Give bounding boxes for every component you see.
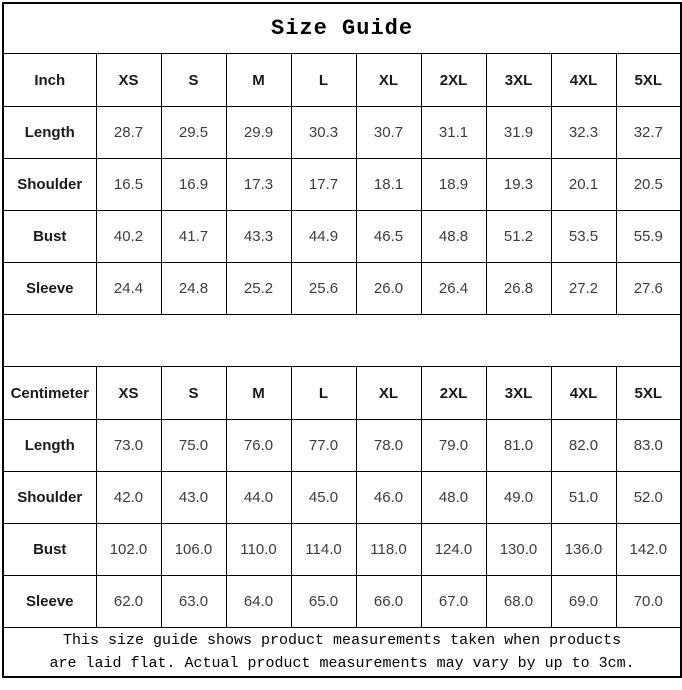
cm-shoulder-row: [3, 472, 681, 524]
cell-value: 73.0: [96, 420, 161, 472]
cell-value: 28.7: [96, 107, 161, 159]
size-guide-table: [2, 2, 682, 678]
cell-value: 44.9: [291, 211, 356, 263]
cm-length-row: [3, 420, 681, 472]
cell-value: 81.0: [486, 420, 551, 472]
cell-value: 68.0: [486, 576, 551, 628]
cell-value: 63.0: [161, 576, 226, 628]
size-header-xl: XL: [356, 367, 421, 420]
inch-unit-label: Inch: [3, 54, 96, 107]
cell-value: 27.6: [616, 263, 681, 315]
size-header-5xl: 5XL: [616, 54, 681, 107]
cell-value: 82.0: [551, 420, 616, 472]
cell-value: 43.3: [226, 211, 291, 263]
cell-value: 25.2: [226, 263, 291, 315]
cell-value: 106.0: [161, 524, 226, 576]
cm-sleeve-row: [3, 576, 681, 628]
cell-value: 70.0: [616, 576, 681, 628]
size-header-2xl: 2XL: [421, 54, 486, 107]
row-label: Shoulder: [3, 159, 96, 211]
cm-bust-row: [3, 524, 681, 576]
cell-value: 46.5: [356, 211, 421, 263]
cell-value: 79.0: [421, 420, 486, 472]
cell-value: 24.8: [161, 263, 226, 315]
size-header-4xl: 4XL: [551, 54, 616, 107]
cell-value: 48.8: [421, 211, 486, 263]
cell-value: 51.0: [551, 472, 616, 524]
row-label: Shoulder: [3, 472, 96, 524]
cell-value: 51.2: [486, 211, 551, 263]
cell-value: 25.6: [291, 263, 356, 315]
size-header-2xl: 2XL: [421, 367, 486, 420]
cell-value: 24.4: [96, 263, 161, 315]
cell-value: 17.3: [226, 159, 291, 211]
inch-sleeve-row: [3, 263, 681, 315]
size-header-5xl: 5XL: [616, 367, 681, 420]
cm-header-row: [3, 367, 681, 420]
cell-value: 102.0: [96, 524, 161, 576]
cell-value: 18.9: [421, 159, 486, 211]
cell-value: 142.0: [616, 524, 681, 576]
cell-value: 29.5: [161, 107, 226, 159]
cell-value: 46.0: [356, 472, 421, 524]
cell-value: 30.3: [291, 107, 356, 159]
size-header-s: S: [161, 367, 226, 420]
cell-value: 67.0: [421, 576, 486, 628]
cell-value: 31.9: [486, 107, 551, 159]
cell-value: 40.2: [96, 211, 161, 263]
cell-value: 29.9: [226, 107, 291, 159]
cell-value: 114.0: [291, 524, 356, 576]
cell-value: 136.0: [551, 524, 616, 576]
spacer-row: [3, 315, 681, 367]
cell-value: 65.0: [291, 576, 356, 628]
cell-value: 31.1: [421, 107, 486, 159]
size-header-l: L: [291, 367, 356, 420]
cell-value: 53.5: [551, 211, 616, 263]
cell-value: 26.0: [356, 263, 421, 315]
cell-value: 52.0: [616, 472, 681, 524]
cell-value: 62.0: [96, 576, 161, 628]
size-header-xs: XS: [96, 367, 161, 420]
row-label: Bust: [3, 211, 96, 263]
inch-header-row: [3, 54, 681, 107]
cell-value: 48.0: [421, 472, 486, 524]
title-row: [3, 3, 681, 54]
footer-row: [3, 628, 681, 678]
cell-value: 118.0: [356, 524, 421, 576]
size-header-xl: XL: [356, 54, 421, 107]
spacer-cell: [3, 315, 681, 367]
cell-value: 26.8: [486, 263, 551, 315]
cell-value: 18.1: [356, 159, 421, 211]
size-header-m: M: [226, 54, 291, 107]
inch-shoulder-row: [3, 159, 681, 211]
cm-unit-label: Centimeter: [3, 367, 96, 420]
inch-bust-row: [3, 211, 681, 263]
cell-value: 76.0: [226, 420, 291, 472]
size-header-s: S: [161, 54, 226, 107]
row-label: Sleeve: [3, 576, 96, 628]
footer-note-line2: are laid flat. Actual product measurements may vary by up to 3cm.: [49, 655, 635, 672]
cell-value: 16.9: [161, 159, 226, 211]
cell-value: 110.0: [226, 524, 291, 576]
row-label: Length: [3, 420, 96, 472]
row-label: Sleeve: [3, 263, 96, 315]
row-label: Length: [3, 107, 96, 159]
cell-value: 49.0: [486, 472, 551, 524]
cell-value: 124.0: [421, 524, 486, 576]
cell-value: 16.5: [96, 159, 161, 211]
size-header-m: M: [226, 367, 291, 420]
cell-value: 78.0: [356, 420, 421, 472]
cell-value: 77.0: [291, 420, 356, 472]
cell-value: 20.5: [616, 159, 681, 211]
cell-value: 20.1: [551, 159, 616, 211]
cell-value: 32.3: [551, 107, 616, 159]
cell-value: 43.0: [161, 472, 226, 524]
size-guide: [2, 2, 680, 678]
cell-value: 42.0: [96, 472, 161, 524]
cell-value: 26.4: [421, 263, 486, 315]
footer-note: [3, 628, 681, 678]
size-header-3xl: 3XL: [486, 367, 551, 420]
cell-value: 75.0: [161, 420, 226, 472]
cell-value: 41.7: [161, 211, 226, 263]
inch-length-row: [3, 107, 681, 159]
cell-value: 66.0: [356, 576, 421, 628]
size-header-4xl: 4XL: [551, 367, 616, 420]
cell-value: 30.7: [356, 107, 421, 159]
cell-value: 64.0: [226, 576, 291, 628]
cell-value: 19.3: [486, 159, 551, 211]
cell-value: 17.7: [291, 159, 356, 211]
cell-value: 32.7: [616, 107, 681, 159]
cell-value: 69.0: [551, 576, 616, 628]
row-label: Bust: [3, 524, 96, 576]
size-header-3xl: 3XL: [486, 54, 551, 107]
cell-value: 27.2: [551, 263, 616, 315]
size-header-xs: XS: [96, 54, 161, 107]
footer-note-line1: This size guide shows product measurements taken when products: [63, 632, 622, 649]
size-header-l: L: [291, 54, 356, 107]
cell-value: 55.9: [616, 211, 681, 263]
cell-value: 83.0: [616, 420, 681, 472]
page-title: Size Guide: [3, 3, 681, 54]
cell-value: 44.0: [226, 472, 291, 524]
cell-value: 130.0: [486, 524, 551, 576]
cell-value: 45.0: [291, 472, 356, 524]
